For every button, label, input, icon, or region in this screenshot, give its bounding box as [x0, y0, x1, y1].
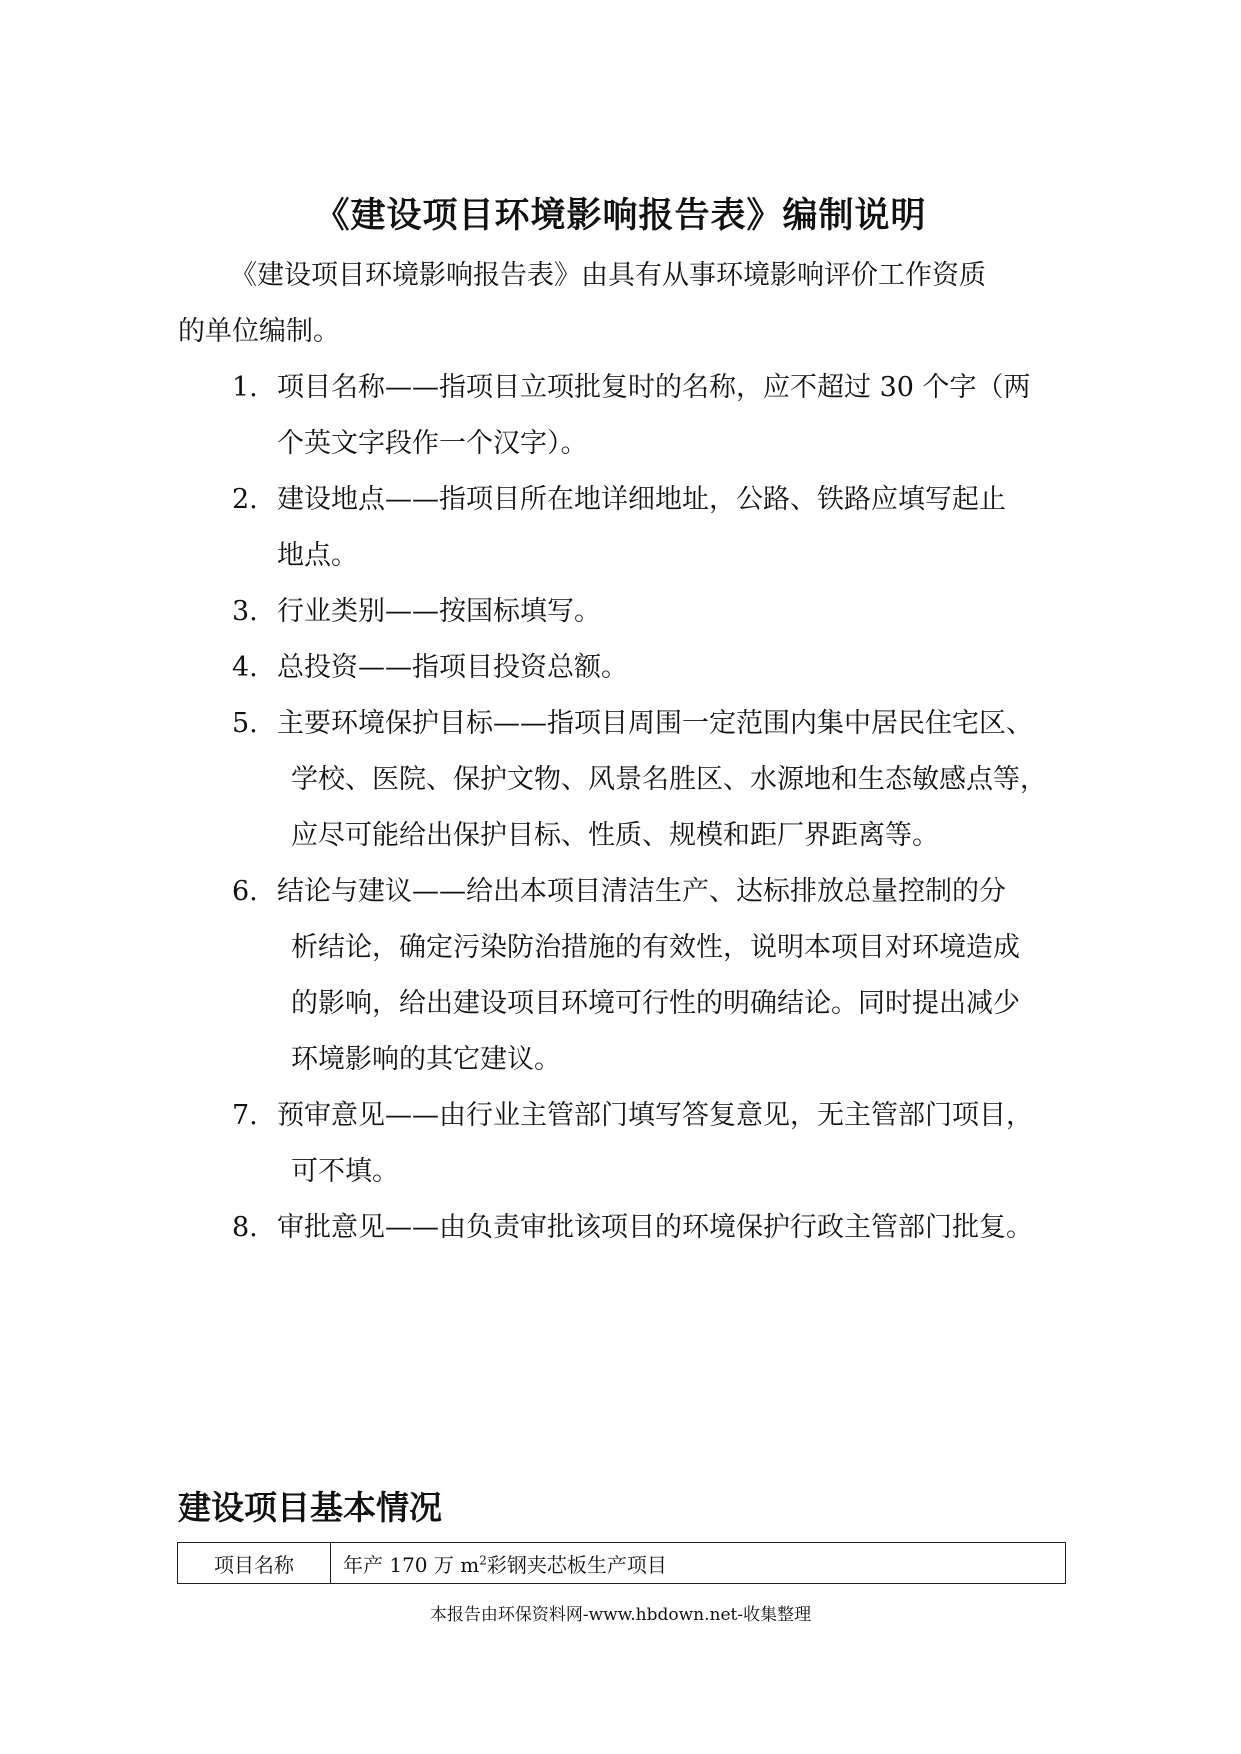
item-number: 2.: [232, 484, 258, 515]
item-line: 应尽可能给出保护目标、性质、规模和距厂界距离等。: [291, 820, 939, 851]
item-line: 个英文字段作一个汉字）。: [277, 428, 588, 459]
item-line: 可不填。: [291, 1156, 399, 1187]
project-info-table: [177, 1542, 1066, 1584]
item-line: 学校、医院、保护文物、风景名胜区、水源地和生态敏感点等，: [291, 764, 1047, 795]
project-name-prefix: 年产 170 万 m: [343, 1552, 480, 1577]
item-line: 预审意见——由行业主管部门填写答复意见，无主管部门项目，: [277, 1100, 1033, 1131]
item-line: 行业类别——按国标填写。: [277, 596, 601, 627]
page-footer: 本报告由环保资料网-www.hbdown.net-收集整理: [429, 1605, 812, 1625]
intro-line-2: 的单位编制。: [178, 316, 340, 347]
item-line: 审批意见——由负责审批该项目的环境保护行政主管部门批复。: [277, 1212, 1033, 1243]
item-line: 地点。: [277, 540, 358, 571]
document-title: 《建设项目环境影响报告表》编制说明: [314, 196, 927, 236]
item-number: 8.: [232, 1212, 258, 1243]
item-number: 3.: [232, 596, 258, 627]
project-name-suffix: 彩钢夹芯板生产项目: [486, 1552, 667, 1577]
item-line: 析结论，确定污染防治措施的有效性，说明本项目对环境造成: [291, 932, 1020, 963]
item-number: 6.: [232, 876, 258, 907]
table-label-cell: 项目名称: [178, 1543, 331, 1584]
item-number: 1.: [232, 372, 258, 403]
item-line: 结论与建议——给出本项目清洁生产、达标排放总量控制的分: [277, 876, 1006, 907]
superscript-2: 2: [479, 1552, 487, 1567]
table-value-cell: [331, 1543, 1066, 1584]
item-line: 项目名称——指项目立项批复时的名称，应不超过 30 个字（两: [277, 372, 1031, 403]
item-line: 主要环境保护目标——指项目周围一定范围内集中居民住宅区、: [277, 708, 1033, 739]
item-line: 建设地点——指项目所在地详细地址，公路、铁路应填写起止: [277, 484, 1006, 515]
item-number: 4.: [232, 652, 258, 683]
item-number: 7.: [232, 1100, 258, 1131]
item-line: 的影响，给出建设项目环境可行性的明确结论。同时提出减少: [291, 988, 1020, 1019]
item-line: 总投资——指项目投资总额。: [277, 652, 628, 683]
table-row: [178, 1543, 1066, 1584]
section-heading: 建设项目基本情况: [178, 1488, 442, 1527]
item-line: 环境影响的其它建议。: [291, 1044, 561, 1075]
intro-line-1: 《建设项目环境影响报告表》由具有从事环境影响评价工作资质: [230, 260, 986, 291]
item-number: 5.: [232, 708, 258, 739]
